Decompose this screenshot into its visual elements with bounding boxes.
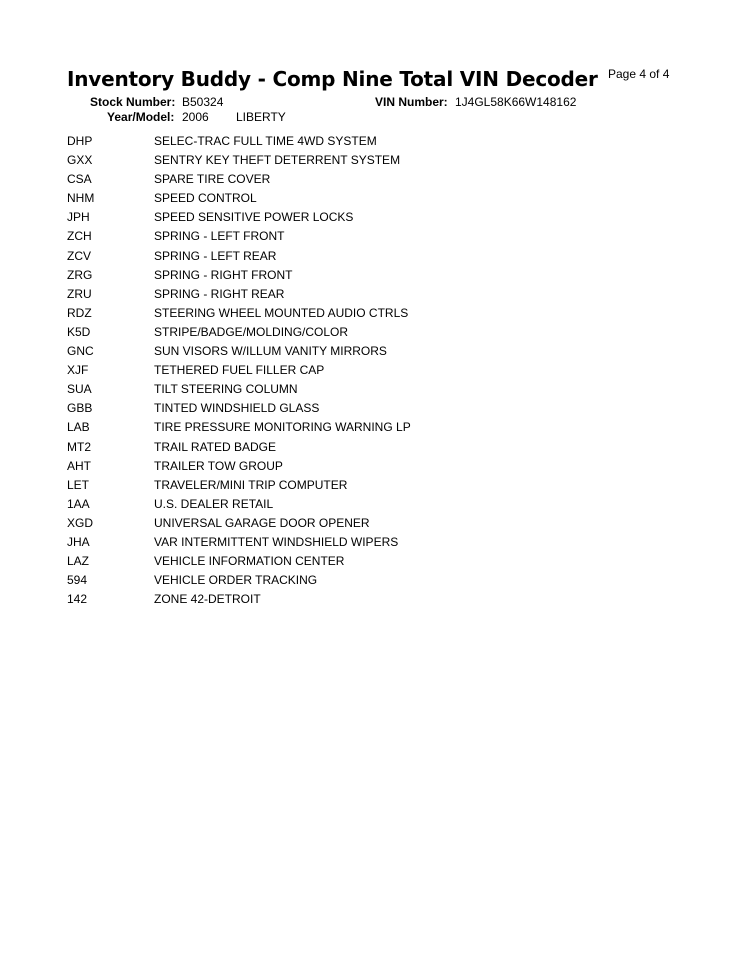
option-row [67,515,411,534]
option-row [67,343,411,362]
option-code: MT2 [67,439,91,454]
option-row [67,305,411,324]
option-description: STRIPE/BADGE/MOLDING/COLOR [154,324,349,339]
option-description: VEHICLE ORDER TRACKING [154,573,318,588]
year-value: 2006 [182,110,209,124]
option-row [67,534,411,553]
option-code: GNC [67,344,94,359]
option-code: 142 [67,592,88,607]
option-code: LET [67,477,90,492]
option-row [67,209,411,228]
option-description: SPRING - RIGHT FRONT [154,267,293,282]
vin-number-field [375,95,577,109]
option-code: ZCV [67,248,91,263]
option-description: SPEED SENSITIVE POWER LOCKS [154,210,354,225]
year-model-label: Year/Model: [107,110,175,124]
option-description: TRAILER TOW GROUP [154,458,283,473]
option-code: NHM [67,191,95,206]
option-description: TILT STEERING COLUMN [154,382,298,397]
option-row [67,324,411,343]
option-row [67,190,411,209]
option-description: SPEED CONTROL [154,191,257,206]
option-code: ZRG [67,267,93,282]
option-code: LAZ [67,554,90,569]
option-code: K5D [67,324,91,339]
option-description: SENTRY KEY THEFT DETERRENT SYSTEM [154,153,401,168]
option-code: XGD [67,515,94,530]
page-number: Page 4 of 4 [608,67,670,81]
option-row [67,458,411,477]
option-code: GBB [67,401,93,416]
option-row [67,267,411,286]
stock-number-field [90,95,224,109]
option-code: AHT [67,458,91,473]
option-description: SPRING - LEFT FRONT [154,229,285,244]
option-row [67,419,411,438]
year-model-field [107,110,286,124]
option-row [67,133,411,152]
option-row [67,553,411,572]
option-code-list [67,133,411,610]
option-code: ZCH [67,229,92,244]
option-row [67,362,411,381]
option-description: SELEC-TRAC FULL TIME 4WD SYSTEM [154,134,377,148]
option-code: 594 [67,573,88,588]
option-row [67,591,411,610]
option-code: DHP [67,134,93,148]
option-code: XJF [67,363,89,378]
option-description: TINTED WINDSHIELD GLASS [154,401,320,416]
option-row [67,152,411,171]
option-description: SPRING - RIGHT REAR [154,286,285,301]
option-row [67,248,411,267]
model-value: LIBERTY [236,110,286,124]
option-row [67,477,411,496]
option-description: VAR INTERMITTENT WINDSHIELD WIPERS [154,534,399,549]
option-code: JPH [67,210,90,225]
option-description: U.S. DEALER RETAIL [154,496,274,511]
option-row [67,286,411,305]
vin-number-value: 1J4GL58K66W148162 [455,95,577,109]
option-description: TIRE PRESSURE MONITORING WARNING LP [154,420,411,435]
option-description: TRAIL RATED BADGE [154,439,277,454]
option-code: 1AA [67,496,90,511]
vin-number-label: VIN Number: [375,95,448,109]
option-code: CSA [67,172,92,187]
option-row [67,400,411,419]
option-row [67,496,411,515]
option-description: TETHERED FUEL FILLER CAP [154,363,325,378]
option-row [67,171,411,190]
option-code: GXX [67,153,93,168]
option-row [67,228,411,247]
option-code: ZRU [67,286,92,301]
option-description: STEERING WHEEL MOUNTED AUDIO CTRLS [154,305,409,320]
option-description: TRAVELER/MINI TRIP COMPUTER [154,477,348,492]
stock-number-value: B50324 [182,95,224,109]
option-code: RDZ [67,305,92,320]
option-code: LAB [67,420,90,435]
stock-number-label: Stock Number: [90,95,176,109]
option-row [67,572,411,591]
option-description: VEHICLE INFORMATION CENTER [154,554,345,569]
option-row [67,381,411,400]
document-title: Inventory Buddy - Comp Nine Total VIN Decoder [67,67,598,91]
option-description: ZONE 42-DETROIT [154,592,261,607]
option-description: SPRING - LEFT REAR [154,248,277,263]
option-code: SUA [67,382,92,397]
option-description: SPARE TIRE COVER [154,172,271,187]
option-row [67,439,411,458]
option-code: JHA [67,534,90,549]
option-description: SUN VISORS W/ILLUM VANITY MIRRORS [154,344,387,359]
option-description: UNIVERSAL GARAGE DOOR OPENER [154,515,370,530]
